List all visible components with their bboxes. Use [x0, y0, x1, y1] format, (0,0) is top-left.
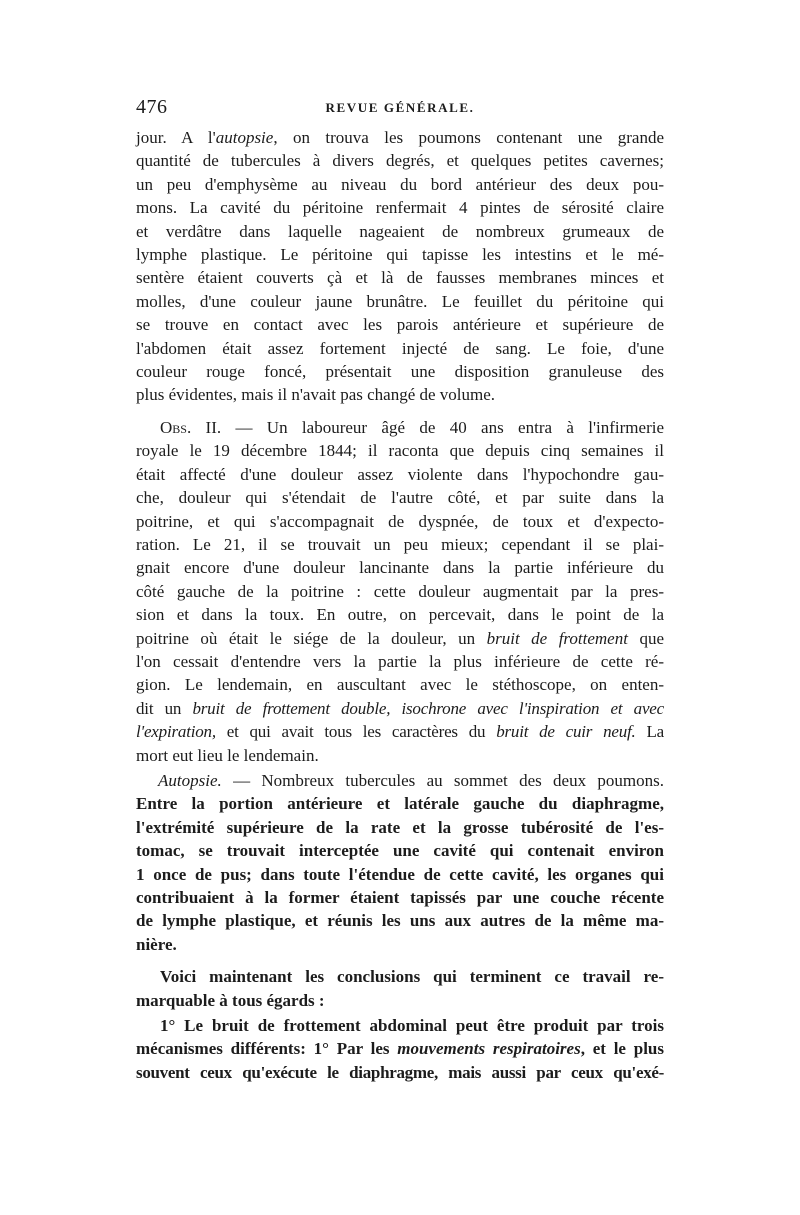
text-line: Entre la portion antérieure et latérale gauche du diaphragme,	[136, 794, 664, 814]
paragraph-conclusions-intro	[136, 965, 664, 1012]
running-title: REVUE GÉNÉRALE.	[325, 100, 475, 115]
text-line: mécanismes différents: 1° Par les mouvements respiratoires, et le plus	[136, 1039, 664, 1059]
text-line: lymphe plastique. Le péritoine qui tapisse les intestins et le mé-	[136, 245, 664, 265]
paragraph-autopsy-case-1	[136, 126, 664, 407]
book-page	[136, 96, 664, 1084]
text-line: 1° Le bruit de frottement abdominal peut être produit par trois	[160, 1016, 664, 1036]
text-line: l'abdomen était assez fortement injecté de sang. Le foie, d'une	[136, 338, 664, 358]
paragraph-conclusion-1	[136, 1014, 664, 1084]
text-line: un peu d'emphysème au niveau du bord antérieur des deux pou-	[136, 174, 664, 194]
text-line: Obs. II. — Un laboureur âgé de 40 ans entra à l'infirmerie	[160, 417, 665, 437]
text-line: mort eut lieu le lendemain.	[136, 745, 319, 765]
text-line: dit un bruit de frottement double, isochrone avec l'inspiration et avec	[136, 698, 664, 718]
text-line: l'on cessait d'entendre vers la partie la plus inférieure de cette ré-	[136, 651, 664, 671]
text-line: sentère étaient couverts çà et là de fausses membranes minces et	[136, 268, 664, 288]
text-line: marquable à tous égards :	[136, 990, 325, 1010]
italic-term: mouvements respiratoires	[397, 1039, 581, 1059]
text-line: gion. Le lendemain, en auscultant avec le stéthoscope, on enten-	[136, 675, 664, 695]
observation-label: Obs. II.	[160, 417, 222, 437]
text-line: nière.	[136, 934, 177, 954]
text-line: se trouve en contact avec les parois antérieure et supérieure de	[136, 315, 664, 335]
italic-term: l'expiration,	[136, 722, 216, 742]
text-line: ration. Le 21, il se trouvait un peu mieux; cependant il se plai-	[136, 534, 664, 554]
text-line: quantité de tubercules à divers degrés, et quelques petites cavernes;	[136, 151, 664, 171]
text-line: che, douleur qui s'étendait de l'autre côté, et par suite dans la	[136, 488, 664, 508]
text-line: l'expiration, et qui avait tous les caractères du bruit de cuir neuf. La	[136, 722, 664, 742]
italic-term: Autopsie.	[158, 770, 222, 790]
text-line: souvent ceux qu'exécute le diaphragme, mais aussi par ceux qu'exé-	[136, 1062, 664, 1082]
text-line: couleur rouge foncé, présentait une disposition granuleuse des	[136, 362, 664, 382]
text-line: et verdâtre dans laquelle nageaient de nombreux grumeaux de	[136, 221, 664, 241]
text-line: mons. La cavité du péritoine renfermait 4 pintes de sérosité claire	[136, 198, 664, 218]
running-head	[136, 96, 664, 126]
text-line: tomac, se trouvait interceptée une cavité qui contenait environ	[136, 841, 664, 861]
text-line: de lymphe plastique, et réunis les uns aux autres de la même ma-	[136, 911, 664, 931]
paragraph-autopsy-case-2	[136, 769, 664, 956]
page-number: 476	[136, 96, 168, 118]
text-line: l'extrémité supérieure de la rate et la grosse tubérosité de l'es-	[136, 817, 664, 837]
text-line: jour. A l'autopsie, on trouva les poumons contenant une grande	[136, 128, 664, 147]
text-line: molles, d'une couleur jaune brunâtre. Le feuillet du péritoine qui	[136, 291, 664, 311]
text-line: poitrine où était le siége de la douleur, un bruit de frottement que	[136, 628, 664, 648]
text-line: côté gauche de la poitrine : cette douleur augmentait par la pres-	[136, 581, 664, 601]
italic-term: autopsie	[215, 128, 274, 147]
text-line: contribuaient à la former étaient tapissés par une couche récente	[136, 888, 664, 907]
body-text	[136, 126, 664, 1084]
italic-term: bruit de frottement	[486, 628, 628, 648]
text-line: sion et dans la toux. En outre, on percevait, dans le point de la	[136, 605, 664, 625]
text-line: Voici maintenant les conclusions qui terminent ce travail re-	[160, 967, 664, 987]
text-line: 1 once de pus; dans toute l'étendue de cette cavité, les organes qui	[136, 864, 664, 884]
text-line: poitrine, et qui s'accompagnait de dyspnée, de toux et d'expecto-	[136, 511, 664, 531]
text-line: était affecté d'une douleur assez violente dans l'hypochondre gau-	[136, 464, 664, 484]
text-line: plus évidentes, mais il n'avait pas changé de volume.	[136, 385, 496, 405]
text-line: Autopsie. — Nombreux tubercules au sommet des deux poumons.	[158, 770, 664, 790]
paragraph-observation-2	[136, 416, 664, 767]
text-line: gnait encore d'une douleur lancinante dans la partie inférieure du	[136, 558, 664, 578]
italic-term: bruit de frottement double, isochrone avec l'inspiration et avec	[192, 698, 664, 718]
text-line: royale le 19 décembre 1844; il raconta que depuis cinq semaines il	[136, 441, 664, 461]
italic-term: bruit de cuir neuf.	[496, 722, 636, 742]
